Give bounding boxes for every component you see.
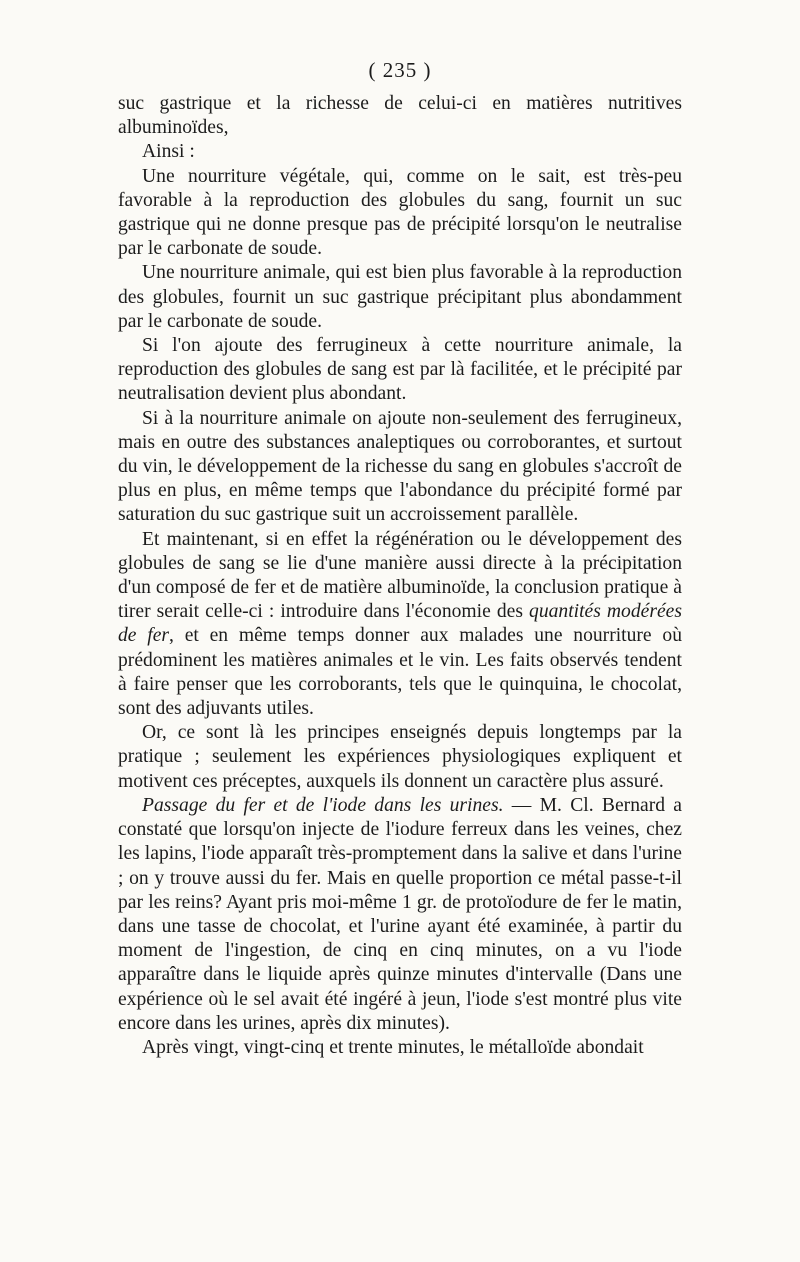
text-run: Une nourriture végétale, qui, comme on le sait, est très-peu favorable à la reproduction des globules du sang, fournit un suc gastrique qui ne donne presque pas de précipité lorsqu'on le neutralise par le carbonate de soude. [118, 165, 682, 260]
text-run: Une nourriture animale, qui est bien plus favorable à la reproduction des globules, fournit un suc gastrique précipitant plus abondamment par le carbonate de soude. [118, 262, 682, 332]
text-run: Si l'on ajoute des ferrugineux à cette nourriture animale, la reproduction des globules de sang est par là facilitée, et le précipité par neutralisation devient plus abondant. [118, 335, 682, 405]
paragraph-p7 [118, 721, 682, 794]
paragraph-p3 [118, 261, 682, 334]
text-run: Et maintenant, si en effet la régénération ou le développement des globules de sang se lie d'une manière aussi directe à la précipitation d'un composé de fer et de matière albuminoïde, la conclusion pratique à tirer serait celle-ci : introduire dans l'économie des [118, 528, 682, 623]
text-run: — M. Cl. Bernard a constaté que lorsqu'on injecte de l'iodure ferreux dans les veines, chez les lapins, l'iode apparaît très-promptement dans la salive et dans l'urine ; on y trouve aussi du fer. Mais en quelle proportion ce métal passe-t-il par les reins? Ayant pris moi-même 1 gr. de protoïodure de fer le matin, dans une tasse de chocolat, et l'urine ayant été examinée, à partir du moment de l'ingestion, de cinq en cinq minutes, on a vu l'iode apparaître dans le liquide après quinze minutes d'intervalle (Dans une expérience où le sel avait été ingéré à jeun, l'iode s'est montré plus vite encore dans les urines, après dix minutes). [118, 794, 682, 1034]
paragraph-p4 [118, 334, 682, 407]
paragraph-p0 [118, 92, 682, 140]
paragraph-p8 [118, 794, 682, 1036]
paragraph-p1 [118, 140, 682, 164]
page-number: ( 235 ) [368, 58, 432, 82]
body-text [118, 92, 682, 1060]
text-run: Après vingt, vingt-cinq et trente minutes, le métalloïde abondait [142, 1036, 644, 1058]
paragraph-p2 [118, 165, 682, 262]
paragraph-p5 [118, 407, 682, 528]
paragraph-p9 [118, 1036, 682, 1060]
italic-text: Passage du fer et de l'iode dans les urines. [142, 794, 504, 816]
text-run: , et en même temps donner aux malades une nourriture où prédominent les matières animales et le vin. Les faits observés tendent à faire penser que les corroborants, tels que le quinquina, le chocolat, sont des adjuvants utiles. [118, 625, 682, 720]
italic-text: quantités modérées de fer [118, 601, 682, 647]
text-run: Ainsi : [142, 141, 195, 163]
text-run: Or, ce sont là les principes enseignés depuis longtemps par la pratique ; seulement les expériences physiologiques expliquent et motivent ces préceptes, auxquels ils donnent un caractère plus assuré. [118, 722, 682, 792]
paragraph-p6 [118, 528, 682, 722]
text-run: Si à la nourriture animale on ajoute non-seulement des ferrugineux, mais en outre des substances analeptiques ou corroborantes, et surtout du vin, le développement de la richesse du sang en globules s'accroît de plus en plus, en même temps que l'abondance du précipité formé par saturation du suc gastrique suit un accroissement parallèle. [118, 407, 682, 526]
text-run: suc gastrique et la richesse de celui-ci en matières nutritives albuminoïdes, [118, 93, 682, 139]
